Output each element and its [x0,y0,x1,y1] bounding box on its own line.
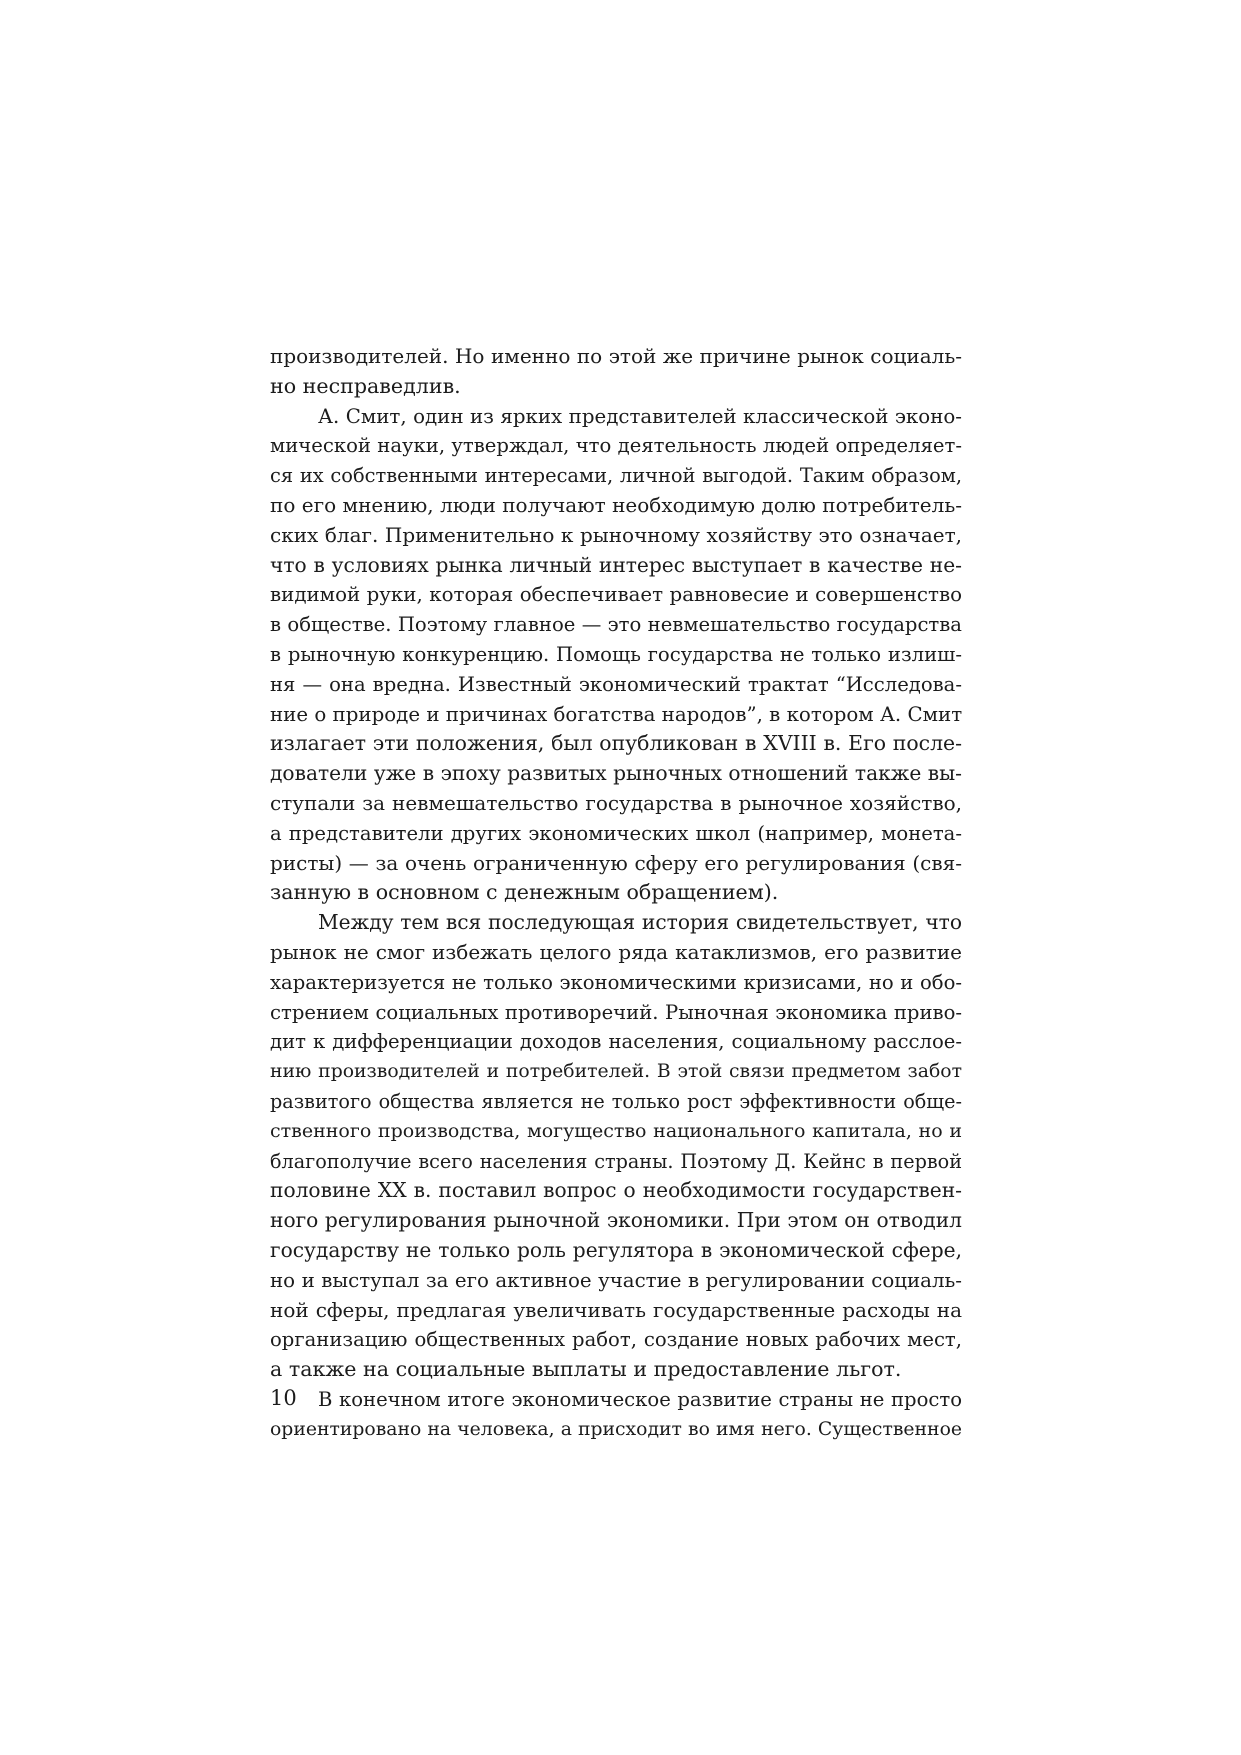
text-line: дит к дифференциации доходов населения, социальному расслое- [270,1030,962,1054]
text-line: но и выступал за его активное участие в регулировании социаль- [270,1268,962,1292]
page-number: 10 [270,1386,297,1410]
text-line: ного регулирования рыночной экономики. При этом он отводил [270,1208,962,1233]
text-line: В конечном итоге экономическое развитие страны не просто [318,1387,962,1411]
text-line: характеризуется не только экономическими кризисами, но и обо- [270,970,962,994]
text-line: но несправедлив. [270,373,461,398]
text-line: видимой руки, которая обеспечивает равновесие и совершенство [270,583,962,607]
text-line: развитого общества является не только рост эффективности обще- [270,1089,962,1113]
text-line: мической науки, утверждал, что деятельность людей определяет- [270,434,962,458]
text-line: производителей. Но именно по этой же причине рынок социаль- [270,344,962,368]
text-line: ся их собственными интересами, личной выгодой. Таким образом, [270,464,962,488]
text-line: ние о природе и причинах богатства народов”, в котором А. Смит [270,702,963,726]
text-line: ственного производства, могущество национального капитала, но и [270,1119,962,1142]
text-line: ориентировано на человека, а присходит во имя него. Существенное [270,1418,962,1440]
text-line: Между тем вся последующая история свидетельствует, что [318,910,962,935]
text-line: рынок не смог избежать целого ряда катаклизмов, его развитие [270,939,962,964]
text-line: А. Смит, один из ярких представителей классической эконо- [318,404,962,428]
text-line: ня — она вредна. Известный экономический трактат “Исследова- [270,672,962,696]
text-line: ступали за невмешательство государства в рыночное хозяйство, [270,790,962,815]
text-line: а представители других экономических школ (например, монета- [270,821,962,845]
text-line: занную в основном с денежным обращением). [270,880,779,905]
text-line: организацию общественных работ, создание новых рабочих мест, [270,1328,962,1352]
text-line: в обществе. Поэтому главное — это невмешательство государства [270,613,962,637]
text-line: дователи уже в эпоху развитых рыночных отношений также вы- [270,761,962,786]
text-line: в рыночную конкуренцию. Помощь государства не только излиш- [270,642,962,666]
text-line: а также на социальные выплаты и предоставление льгот. [270,1357,902,1382]
body-text [270,342,962,1444]
text-line: благополучие всего населения страны. Поэтому Д. Кейнс в первой [270,1149,962,1173]
text-line: по его мнению, люди получают необходимую долю потребитель- [270,492,962,517]
text-line: ских благ. Применительно к рыночному хозяйству это означает, [270,522,962,547]
text-line: ристы) — за очень ограниченную сферу его регулирования (свя- [270,850,962,875]
text-line: излагает эти положения, был опубликован в XVIII в. Его после- [270,731,962,756]
text-line: нию производителей и потребителей. В этой связи предметом забот [270,1061,962,1083]
text-line: ной сферы, предлагая увеличивать государственные расходы на [270,1297,962,1322]
text-line: стрением социальных противоречий. Рыночная экономика приво- [270,1000,962,1024]
text-line: государству не только роль регулятора в экономической сфере, [270,1237,962,1262]
text-line: половине XX в. поставил вопрос о необходимости государствен- [270,1178,962,1203]
text-line: что в условиях рынка личный интерес выступает в качестве не- [270,552,962,577]
